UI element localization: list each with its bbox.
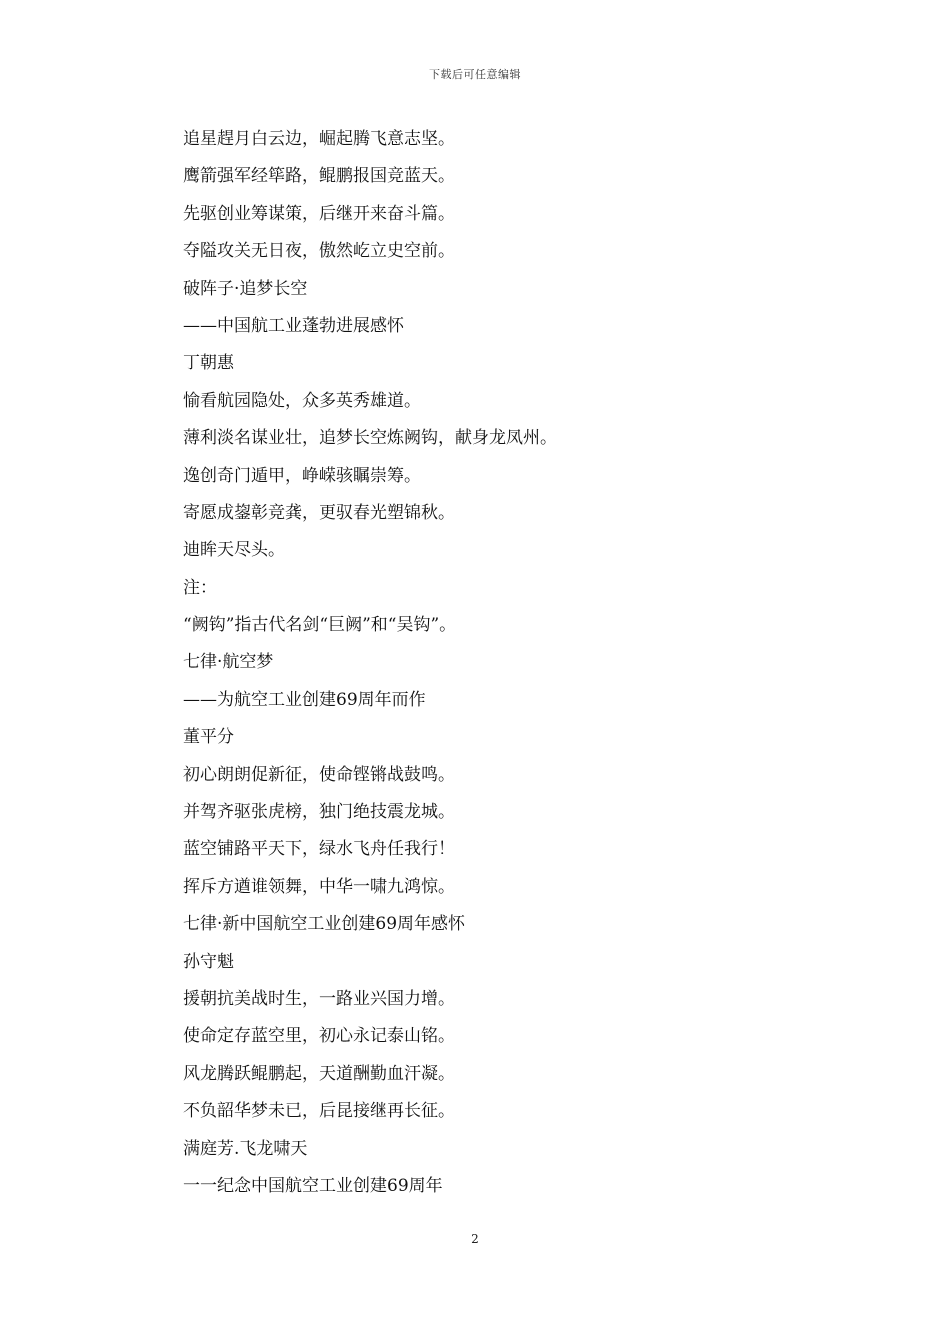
text-line: 愉看航园隐处，众多英秀雄道。 xyxy=(183,390,421,411)
poem-author: 董平分 xyxy=(183,727,234,748)
note-text: “阙钩”指古代名剑“巨阙”和“吴钩”。 xyxy=(183,615,457,636)
document-body xyxy=(183,121,823,1205)
text-line: 挥斥方遒谁领舞，中华一啸九鸿惊。 xyxy=(183,876,455,897)
poem-author: 丁朝惠 xyxy=(183,353,234,374)
text-line: 逸创奇门遁甲，峥嵘骇瞩崇筹。 xyxy=(183,465,421,486)
note-label: 注： xyxy=(183,577,217,598)
text-line: 先驱创业筹谋策，后继开来奋斗篇。 xyxy=(183,203,455,224)
text-line: 鹰箭强军经筚路，鲲鹏报国竞蓝天。 xyxy=(183,166,455,187)
page-header: 下载后可任意编辑 xyxy=(429,68,521,81)
text-line: 追星趕月白云边，崛起腾飞意志坚。 xyxy=(183,129,455,149)
poem-title: 满庭芳.飞龙啸天 xyxy=(183,1138,308,1159)
text-line: 蓝空铺路平天下，绿水飞舟任我行！ xyxy=(183,839,455,860)
poem-author: 孙守魁 xyxy=(183,951,234,972)
poem-subtitle: ——中国航工业蓬勃进展感怀 xyxy=(183,315,404,336)
text-line: 迪眸天尽头。 xyxy=(183,540,285,561)
text-line: 寄愿成鋆彰竞龚，更驭春光塑锦秋。 xyxy=(183,502,455,523)
text-line: 并驾齐驱张虎榜，独门绝技震龙城。 xyxy=(183,802,455,823)
text-line: 初心朗朗促新征，使命铿锵战鼓鸣。 xyxy=(183,764,455,785)
poem-title: 破阵子·追梦长空 xyxy=(183,278,308,299)
text-line: 援朝抗美战时生，一路业兴国力增。 xyxy=(183,988,455,1009)
poem-subtitle: 一一纪念中国航空工业创建69周年 xyxy=(183,1175,443,1196)
poem-subtitle: ——为航空工业创建69周年而作 xyxy=(183,689,426,710)
page-number: 2 xyxy=(471,1232,479,1246)
text-line: 薄利淡名谋业壮，追梦长空炼阙钩，献身龙凤州。 xyxy=(183,428,557,449)
text-line: 风龙腾跃鲲鹏起，天道酬勤血汗凝。 xyxy=(183,1063,455,1084)
text-line: 不负韶华梦未已，后昆接继再长征。 xyxy=(183,1101,455,1122)
poem-title: 七律·航空梦 xyxy=(183,652,274,673)
text-line: 夺隘攻关无日夜，傲然屹立史空前。 xyxy=(183,241,455,262)
poem-title: 七律·新中国航空工业创建69周年感怀 xyxy=(183,914,466,935)
text-line: 使命定存蓝空里，初心永记泰山铭。 xyxy=(183,1026,455,1047)
